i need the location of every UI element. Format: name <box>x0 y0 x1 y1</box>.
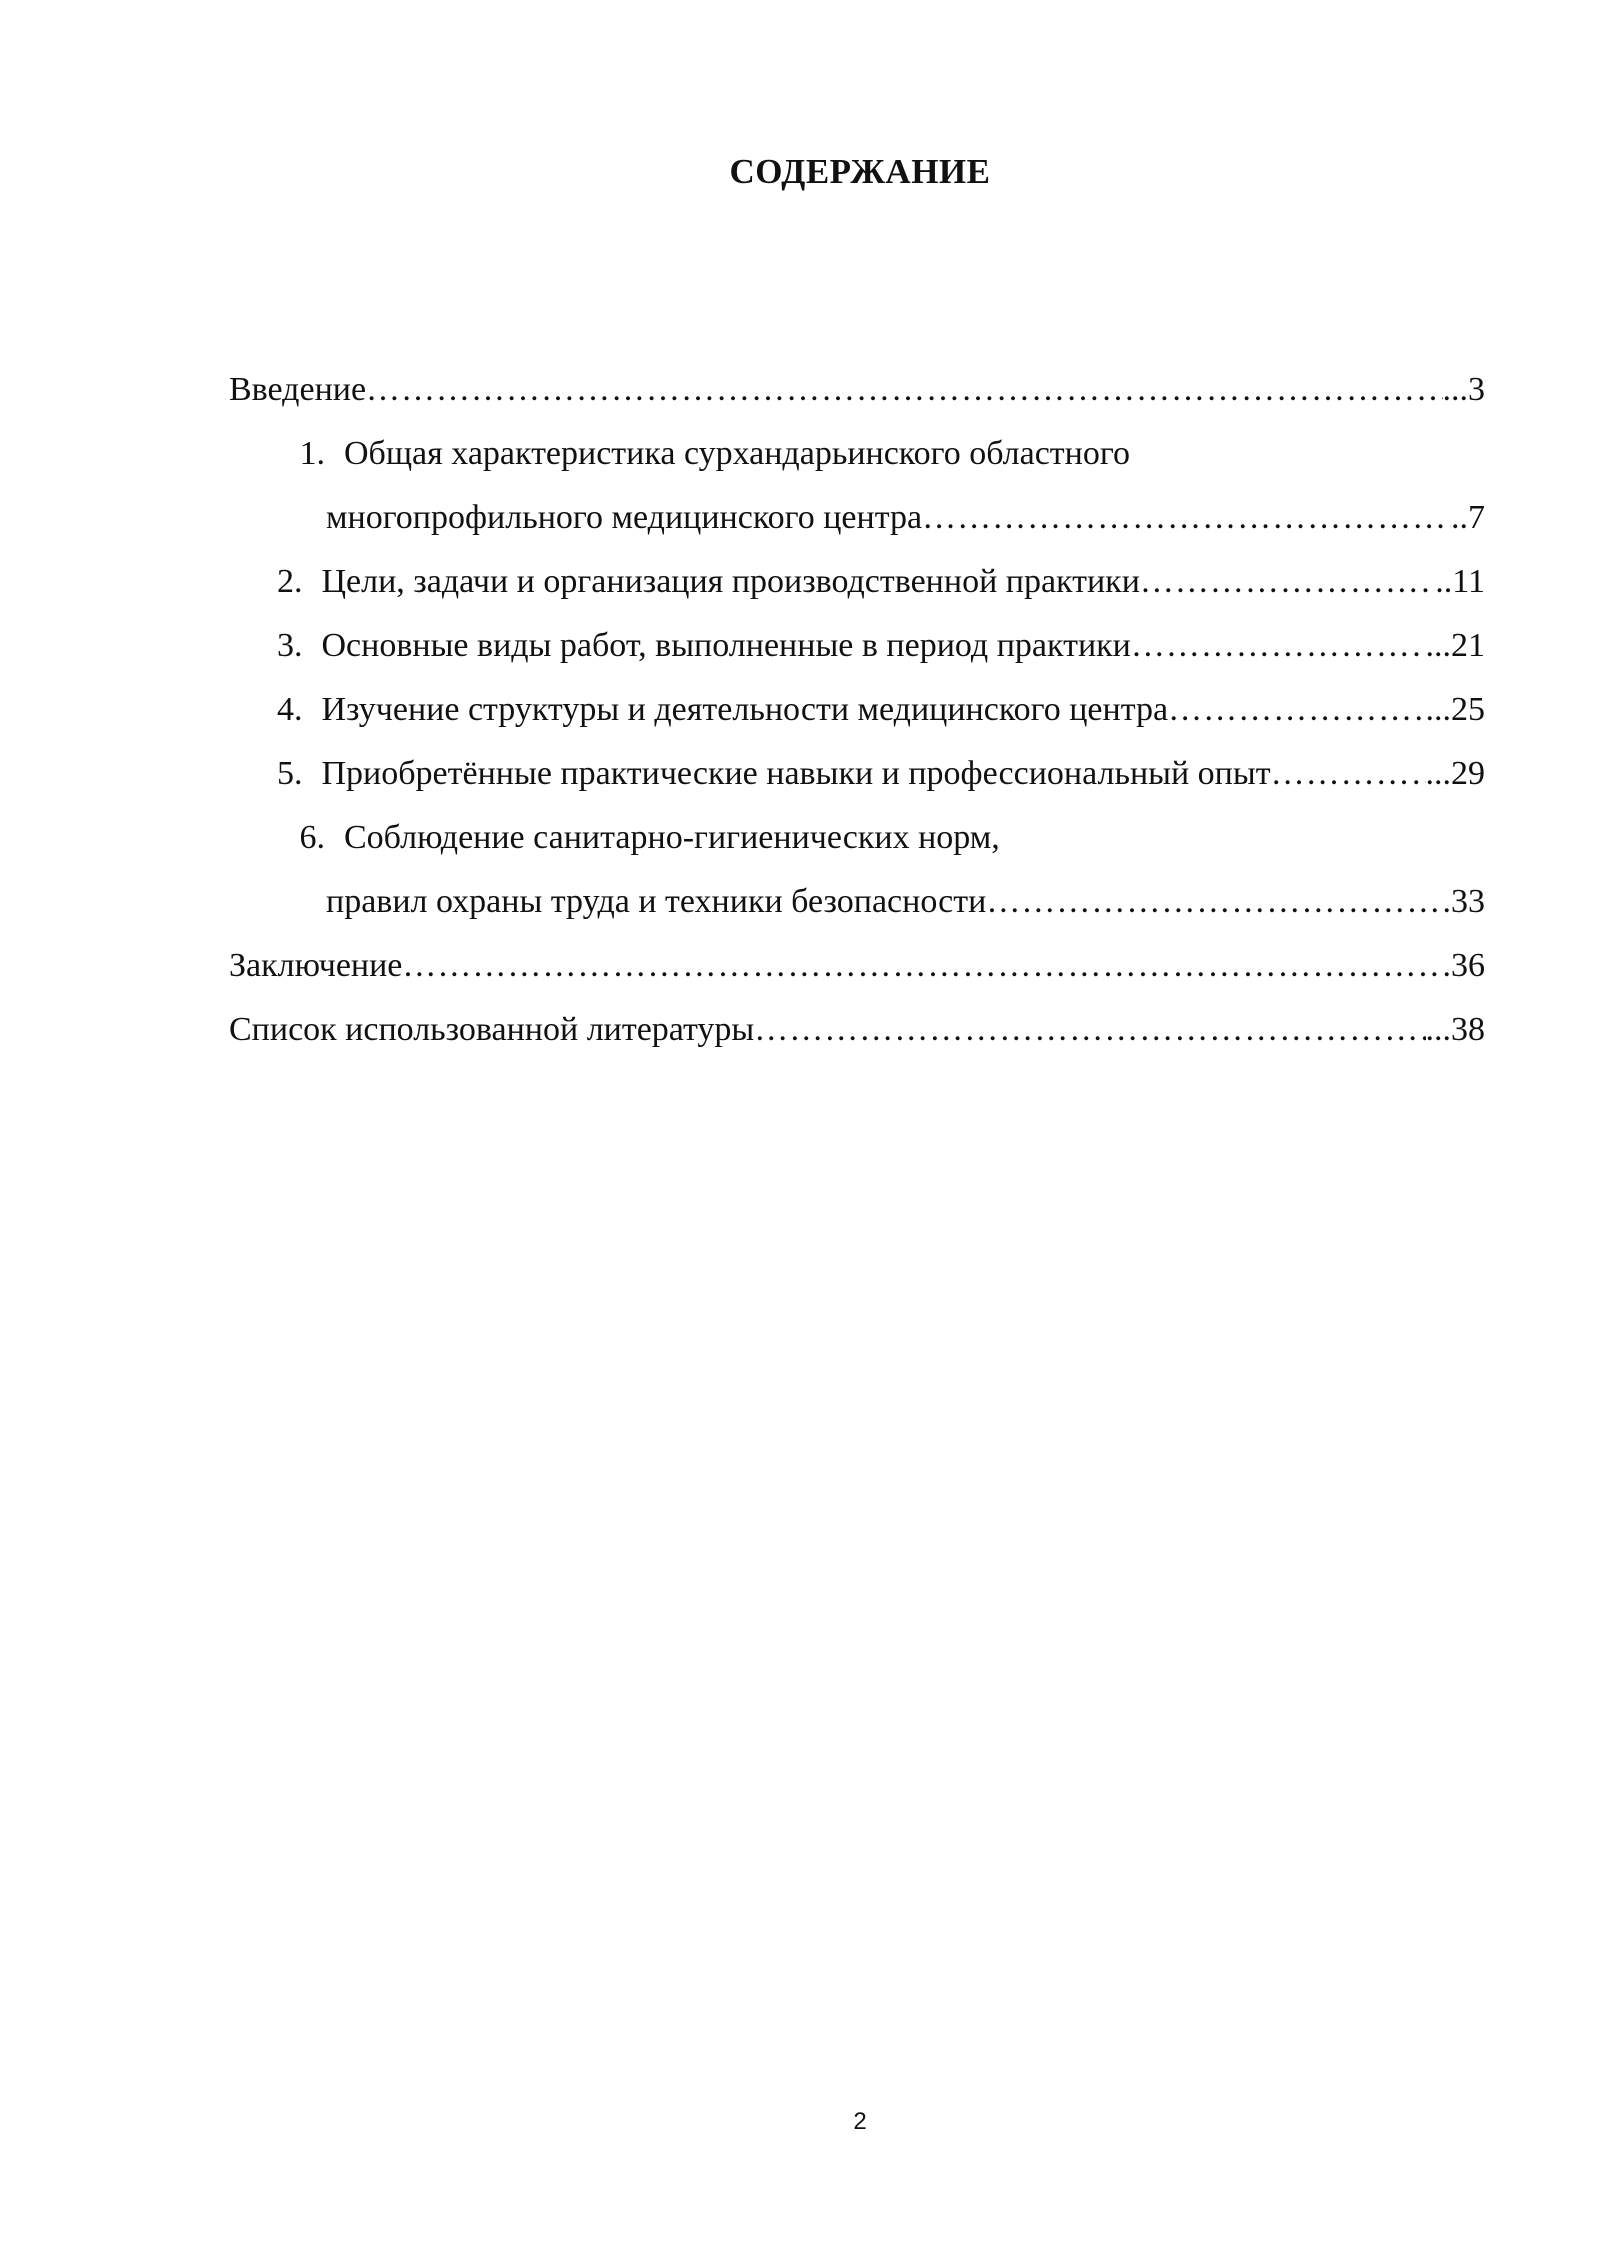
table-of-contents <box>229 358 1485 1062</box>
toc-entry-title: Заключение <box>229 947 403 984</box>
toc-entry-title: Основные виды работ, выполненные в период практики <box>321 627 1131 664</box>
toc-page-number: ...3 <box>1442 371 1485 408</box>
toc-entry-title: Соблюдение санитарно-гигиенических норм, <box>344 819 1000 856</box>
toc-leader-dots <box>1140 550 1435 614</box>
toc-page-number: ...21 <box>1425 627 1485 664</box>
toc-entry-number: 6. <box>299 819 325 856</box>
toc-entry-number: 4. <box>277 691 303 728</box>
toc-entry-chapter-5[interactable] <box>229 742 1485 806</box>
toc-entry-title: правил охраны труда и техники безопасности <box>326 883 987 920</box>
toc-entry-title: многопрофильного медицинского центра <box>326 499 923 536</box>
toc-entry-title: Список использованной литературы <box>229 1011 755 1048</box>
toc-entry-title: Приобретённые практические навыки и профессиональный опыт <box>321 755 1271 792</box>
toc-entry-title: Введение <box>229 371 367 408</box>
toc-page-number: ..11 <box>1435 563 1485 600</box>
toc-leader-dots <box>922 486 1451 550</box>
toc-leader-dots <box>1131 614 1426 678</box>
toc-entry-conclusion[interactable] <box>229 934 1485 998</box>
toc-leader-dots <box>402 934 1442 998</box>
toc-entry-number: 2. <box>277 563 303 600</box>
toc-entry-chapter-1-continued[interactable] <box>229 486 1485 550</box>
toc-entry-chapter-3[interactable] <box>229 614 1485 678</box>
toc-entry-title: Цели, задачи и организация производственной практики <box>321 563 1140 600</box>
toc-entry-chapter-6-continued[interactable] <box>229 870 1485 934</box>
toc-entry-chapter-1[interactable] <box>229 422 1485 486</box>
toc-page-number: ...25 <box>1425 691 1485 728</box>
toc-leader-dots <box>1168 678 1425 742</box>
toc-leader-dots <box>986 870 1442 934</box>
page-number: 2 <box>853 2108 867 2135</box>
page-title: СОДЕРЖАНИЕ <box>729 152 991 191</box>
toc-leader-dots <box>1271 742 1426 806</box>
toc-page-number: .33 <box>1442 883 1485 920</box>
toc-page-number: ...38 <box>1425 1011 1485 1048</box>
toc-entry-number: 1. <box>299 435 325 472</box>
toc-page-number: .36 <box>1442 947 1485 984</box>
toc-entry-references[interactable] <box>229 998 1485 1062</box>
toc-entry-chapter-2[interactable] <box>229 550 1485 614</box>
toc-page-number: ...29 <box>1425 755 1485 792</box>
toc-entry-intro[interactable] <box>229 358 1485 422</box>
toc-leader-dots <box>366 358 1442 422</box>
toc-entry-chapter-6[interactable] <box>229 806 1485 870</box>
toc-entry-title: Изучение структуры и деятельности медицинского центра <box>321 691 1169 728</box>
toc-entry-title: Общая характеристика сурхандарьинского областного <box>344 435 1130 472</box>
toc-entry-number: 3. <box>277 627 303 664</box>
toc-entry-number: 5. <box>277 755 303 792</box>
toc-entry-chapter-4[interactable] <box>229 678 1485 742</box>
toc-leader-dots <box>754 998 1425 1062</box>
toc-page-number: ..7 <box>1451 499 1485 536</box>
